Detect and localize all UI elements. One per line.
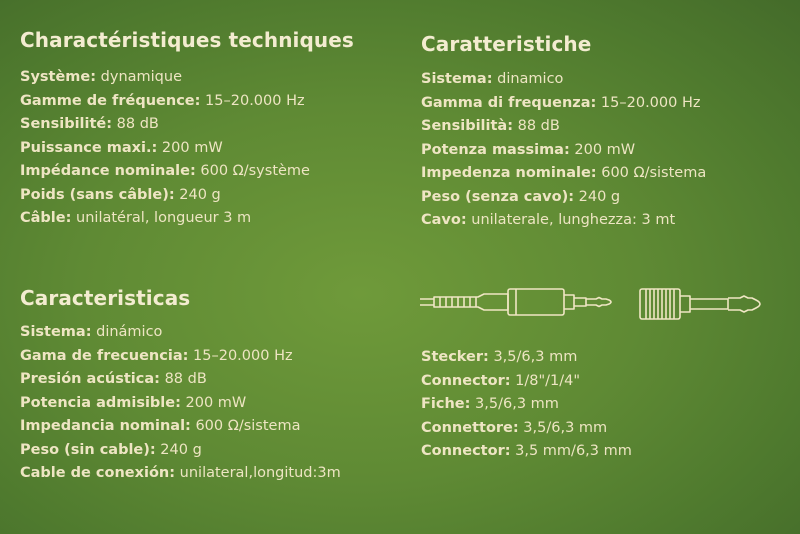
spec-line — [20, 184, 354, 208]
spec-key: Peso (sin cable): — [20, 441, 156, 458]
spec-key: Impedenza nominale: — [421, 165, 597, 181]
spec-line — [421, 370, 632, 394]
spec-value: 200 mW — [157, 139, 223, 156]
spec-value: 600 Ω/sistema — [190, 418, 301, 434]
spec-key: Impédance nominale: — [20, 163, 196, 179]
spec-value: 240 g — [574, 188, 621, 205]
spec-value: 15–20.000 Hz — [596, 94, 701, 111]
section-connector — [421, 346, 632, 464]
spec-line — [20, 321, 341, 345]
spec-line — [421, 393, 632, 417]
spec-value: 200 mW — [180, 394, 247, 411]
spec-key: Impedancia nominal: — [20, 418, 191, 434]
spec-value: 600 Ω/sistema — [596, 165, 707, 181]
spec-line — [20, 160, 354, 184]
spec-value: dinamico — [492, 71, 564, 87]
spec-key: Gamma di frequenza: — [421, 94, 597, 111]
spec-value: unilaterale, lunghezza: 3 mt — [466, 212, 676, 228]
section-french — [20, 28, 354, 231]
spec-value: 1/8"/1/4" — [510, 372, 581, 389]
spec-value: 88 dB — [159, 371, 207, 387]
section-spanish — [20, 286, 341, 486]
adapter-6-3mm-icon — [636, 285, 776, 329]
spec-line — [20, 90, 354, 114]
spec-value: unilateral,longitud:3m — [175, 465, 341, 481]
spec-line — [421, 139, 706, 163]
spec-value: unilatéral, longueur 3 m — [71, 210, 252, 226]
spec-key: Système: — [20, 69, 97, 85]
spec-line — [20, 137, 354, 161]
spec-key: Gamme de fréquence: — [20, 92, 201, 109]
spec-line — [20, 439, 341, 463]
spec-line — [20, 207, 354, 231]
spec-line — [421, 417, 632, 441]
spec-line — [421, 162, 706, 186]
spec-key: Connector: — [421, 372, 511, 389]
spec-line — [421, 346, 632, 370]
spec-value: 15–20.000 Hz — [200, 92, 305, 109]
spec-line — [421, 115, 706, 139]
spec-key: Câble: — [20, 210, 72, 226]
spec-key: Sistema: — [20, 324, 92, 340]
spec-line — [421, 440, 632, 464]
spec-key: Presión acústica: — [20, 371, 160, 387]
spec-key: Sistema: — [421, 71, 493, 87]
spec-key: Gama de frecuencia: — [20, 347, 189, 364]
spec-line — [421, 186, 706, 210]
spec-line — [20, 415, 341, 439]
spec-key: Sensibilità: — [421, 118, 514, 134]
spec-value: 3,5/6,3 mm — [518, 419, 608, 436]
spec-key: Peso (senza cavo): — [421, 188, 575, 205]
spec-value: dynamique — [96, 69, 182, 85]
spec-value: 15–20.000 Hz — [188, 347, 293, 364]
spec-value: 600 Ω/système — [195, 163, 310, 179]
spec-key: Fiche: — [421, 396, 471, 412]
spec-key: Potenza massima: — [421, 141, 570, 158]
section-title: Charactéristiques techniques — [20, 28, 354, 52]
spec-key: Poids (sans câble): — [20, 186, 175, 203]
spec-value: dinámico — [91, 324, 163, 340]
spec-key: Stecker: — [421, 349, 489, 365]
spec-key: Connettore: — [421, 419, 519, 436]
spec-value: 240 g — [155, 441, 202, 458]
section-title: Caratteristiche — [421, 32, 592, 56]
spec-value: 88 dB — [112, 116, 159, 132]
spec-value: 3,5/6,3 mm — [488, 349, 578, 365]
spec-value: 200 mW — [569, 141, 636, 158]
spec-value: 240 g — [174, 186, 221, 203]
spec-key: Potencia admisible: — [20, 394, 181, 411]
spec-value: 3,5 mm/6,3 mm — [510, 443, 632, 459]
spec-key: Sensibilité: — [20, 116, 113, 132]
section-title: Caracteristicas — [20, 286, 191, 310]
spec-key: Cable de conexión: — [20, 465, 176, 481]
spec-value: 88 dB — [513, 118, 560, 134]
spec-key: Cavo: — [421, 212, 467, 228]
spec-value: 3,5/6,3 mm — [470, 396, 559, 412]
spec-line — [20, 345, 341, 369]
spec-key: Connector: — [421, 443, 511, 459]
spec-line — [421, 68, 706, 92]
spec-line — [20, 368, 341, 392]
spec-line — [421, 209, 706, 233]
spec-key: Puissance maxi.: — [20, 139, 158, 156]
spec-line — [421, 92, 706, 116]
spec-line — [20, 392, 341, 416]
section-italian — [421, 32, 706, 233]
spec-line — [20, 462, 341, 486]
spec-line — [20, 66, 354, 90]
spec-line — [20, 113, 354, 137]
